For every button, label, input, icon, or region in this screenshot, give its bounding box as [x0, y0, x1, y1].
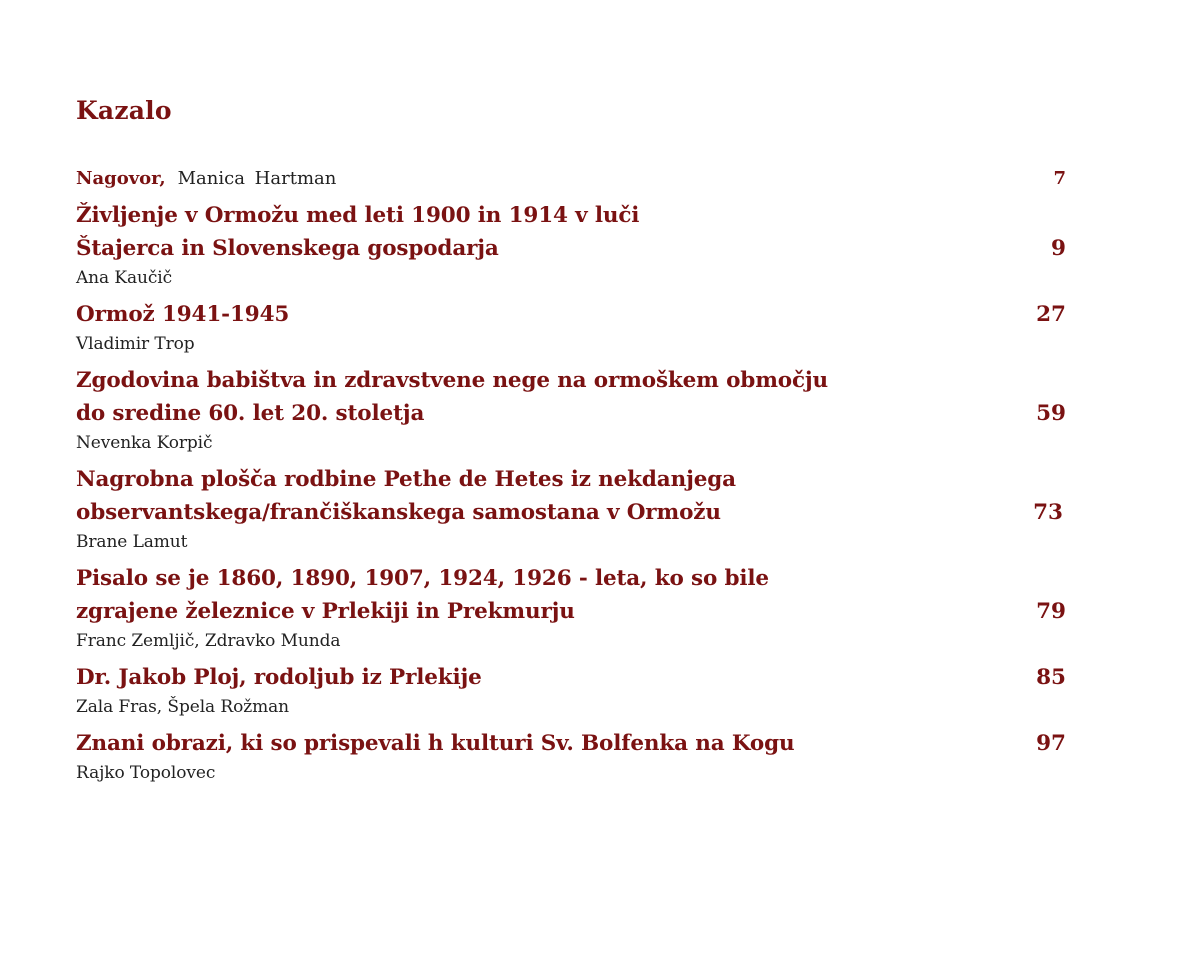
toc-entry-author: Brane Lamut — [76, 532, 188, 552]
toc-page-number: 97 — [1036, 731, 1066, 756]
toc-entry — [76, 463, 1066, 555]
toc-page-number: 73 — [1033, 500, 1063, 525]
toc-entry — [76, 364, 1066, 456]
toc-entry-author: Ana Kaučič — [76, 268, 173, 288]
toc-entry — [76, 727, 1066, 786]
toc-page-number: 59 — [1036, 401, 1066, 426]
toc-entry-intro — [76, 165, 1066, 193]
toc-entry — [76, 661, 1066, 720]
toc-entry-title-line: Znani obrazi, ki so prispevali h kulturi Sv. Bolfenka na Kogu — [76, 731, 795, 756]
toc-entry-author: Vladimir Trop — [76, 334, 195, 354]
toc-entry-title-line: Življenje v Ormožu med leti 1900 in 1914 v luči — [76, 203, 640, 228]
toc-page-number: 7 — [1053, 168, 1066, 189]
toc-entry — [76, 298, 1066, 357]
toc-page-number: 27 — [1036, 302, 1066, 327]
toc-entry-title-line: Nagrobna plošča rodbine Pethe de Hetes iz nekdanjega — [76, 467, 736, 492]
toc-entry-author: Nevenka Korpič — [76, 433, 213, 453]
toc-entry-title-line: Pisalo se je 1860, 1890, 1907, 1924, 1926 - leta, ko so bile — [76, 566, 769, 591]
toc-entry-author: Franc Zemljič, Zdravko Munda — [76, 631, 341, 651]
toc-page-number: 85 — [1036, 665, 1066, 690]
toc-entry-author: Manica Hartman — [177, 168, 337, 189]
toc-entry-title: Nagovor, — [76, 168, 166, 189]
toc-entry-title-line: do sredine 60. let 20. stoletja — [76, 401, 425, 426]
toc-entry-title-line: Ormož 1941-1945 — [76, 302, 290, 327]
toc-entry-title-line: Dr. Jakob Ploj, rodoljub iz Prlekije — [76, 665, 482, 690]
page-title: Kazalo — [76, 96, 172, 125]
toc-entry-title-line: Zgodovina babištva in zdravstvene nege na ormoškem območju — [76, 368, 829, 393]
toc-entry — [76, 199, 1066, 291]
toc-entry-title-line: Štajerca in Slovenskega gospodarja — [76, 236, 499, 261]
toc-entry-author: Rajko Topolovec — [76, 763, 216, 783]
toc-page-number: 9 — [1051, 236, 1066, 261]
toc-entry-title-line: observantskega/frančiškanskega samostana v Ormožu — [76, 500, 721, 525]
toc-entry — [76, 562, 1066, 654]
toc-entry-author: Zala Fras, Špela Rožman — [76, 697, 289, 717]
toc-entry-title-line: zgrajene železnice v Prlekiji in Prekmurju — [76, 599, 575, 624]
toc-page-number: 79 — [1036, 599, 1066, 624]
